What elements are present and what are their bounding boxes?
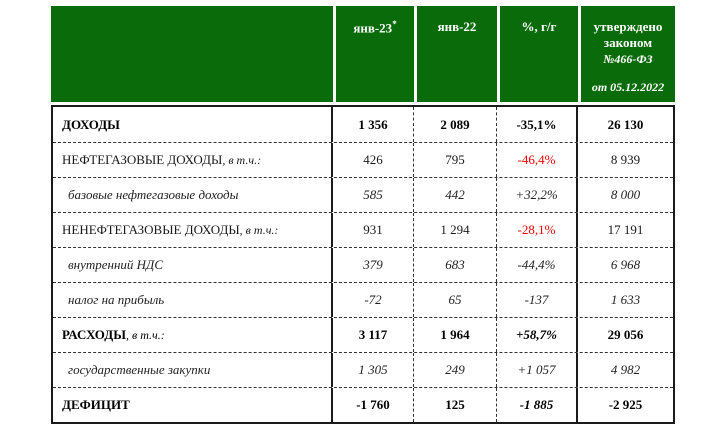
cell-jan23: 585 [333, 178, 414, 212]
header-approved-line2: законом [603, 35, 653, 51]
cell-pct: -46,4% [497, 143, 578, 177]
header-jan23-label: янв-23 [353, 20, 393, 36]
cell-approved: 29 056 [607, 327, 644, 342]
header-cell-jan23 [333, 6, 414, 102]
cell-jan23: 931 [333, 213, 414, 247]
cell-jan22: 249 [414, 353, 497, 387]
table-row-nonoilgas-incomes [53, 212, 673, 247]
cell-approved: 8 000 [610, 187, 641, 202]
header-jan22-label: янв-22 [437, 19, 477, 34]
cell-jan22: 683 [414, 248, 497, 282]
header-pct-label: %, г/г [521, 19, 557, 34]
row-label: РАСХОДЫ , в т.ч.: [53, 318, 333, 352]
cell-jan23: 1 305 [333, 353, 414, 387]
cell-jan23: 1 356 [333, 107, 414, 142]
header-cell-approved [578, 6, 675, 102]
cell-approved: 26 130 [607, 116, 644, 132]
header-approved-line1: утверждено [593, 19, 663, 34]
cell-pct: +58,7% [497, 318, 578, 352]
cell-jan22: 795 [414, 143, 497, 177]
cell-pct: +32,2% [497, 178, 578, 212]
table-row-domestic-vat [53, 247, 673, 282]
cell-pct: -35,1% [497, 107, 578, 142]
cell-pct: -28,1% [497, 213, 578, 247]
table-row-state-procurement [53, 352, 673, 387]
row-label: государственные закупки [53, 353, 333, 387]
row-label: НЕНЕФТЕГАЗОВЫЕ ДОХОДЫ , в т.ч.: [53, 213, 333, 247]
header-cell-jan22 [414, 6, 497, 102]
cell-jan22: 442 [414, 178, 497, 212]
cell-jan23: -72 [333, 283, 414, 317]
table-body [51, 105, 675, 424]
cell-jan22: 65 [414, 283, 497, 317]
header-approved-date: от 05.12.2022 [591, 80, 665, 94]
table-header-row [51, 6, 675, 102]
row-label: НЕФТЕГАЗОВЫЕ ДОХОДЫ , в т.ч.: [53, 143, 333, 177]
table-row-base-oilgas-incomes [53, 177, 673, 212]
budget-table [51, 6, 675, 424]
cell-pct: -137 [497, 283, 578, 317]
row-label: базовые нефтегазовые доходы [53, 178, 333, 212]
cell-jan23: 379 [333, 248, 414, 282]
cell-approved: 17 191 [607, 222, 644, 237]
header-approved-law: №466-ФЗ [603, 51, 653, 66]
cell-jan23: -1 760 [333, 388, 414, 422]
cell-approved: 1 633 [610, 292, 641, 307]
cell-approved: 4 982 [610, 362, 641, 377]
table-row-oilgas-incomes [53, 142, 673, 177]
table-row-profit-tax [53, 282, 673, 317]
header-cell-pct [497, 6, 578, 102]
row-label: налог на прибыль [53, 283, 333, 317]
cell-pct: +1 057 [497, 353, 578, 387]
row-label: ДОХОДЫ [53, 107, 333, 142]
table-row-expenses [53, 317, 673, 352]
cell-jan22: 125 [414, 388, 497, 422]
header-cell-empty [51, 6, 333, 102]
cell-jan22: 1 964 [414, 318, 497, 352]
cell-jan22: 2 089 [414, 107, 497, 142]
cell-pct: -44,4% [497, 248, 578, 282]
cell-pct: -1 885 [497, 388, 578, 422]
cell-jan23: 3 117 [333, 318, 414, 352]
cell-jan23: 426 [333, 143, 414, 177]
cell-approved: -2 925 [608, 397, 643, 412]
cell-jan22: 1 294 [414, 213, 497, 247]
row-label: внутренний НДС [53, 248, 333, 282]
cell-approved: 8 939 [610, 152, 641, 167]
cell-approved: 6 968 [610, 257, 641, 272]
footnote-asterisk: * [392, 19, 397, 29]
table-row-incomes [53, 107, 673, 142]
row-label: ДЕФИЦИТ [53, 388, 333, 422]
table-row-deficit [53, 387, 673, 422]
